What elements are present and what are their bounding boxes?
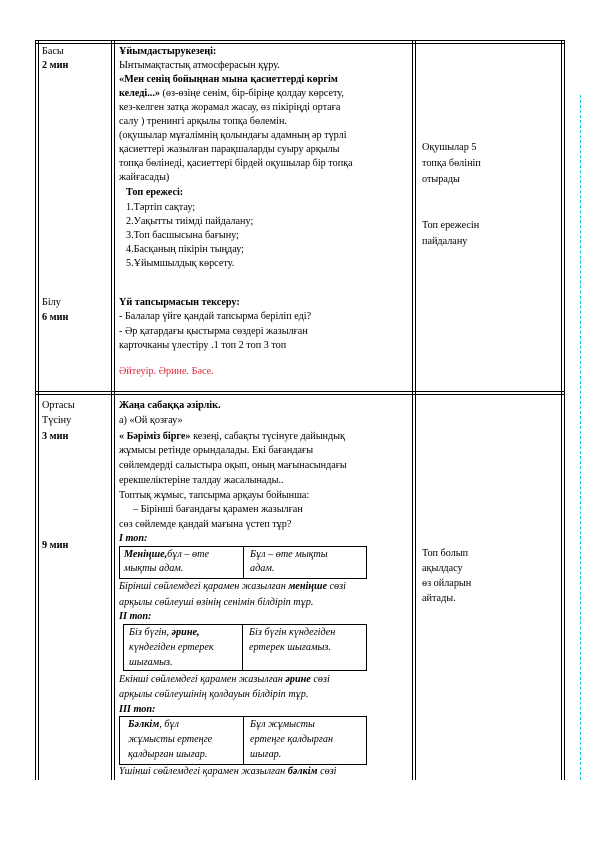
desc-line: сөйлемдерді салыстыра оқып, оның мағынасындағы [119, 460, 347, 471]
explanation-line [119, 765, 337, 779]
keyword: Бәлкім [128, 719, 160, 730]
keyword: әрине, [171, 627, 200, 638]
desc-line: сөз сөйлемде қандай мағына үстеп тұр? [119, 519, 292, 530]
note-line-3: топқа бөлінеді, қасиеттері бірдей оқушылар бір топқа [119, 158, 353, 169]
explanation-line [119, 580, 346, 594]
explanation-text: Бірінші сөйлемдегі қарамен жазылған [119, 581, 289, 592]
rule-item: 2.Уақытты тиімді пайдалану; [126, 216, 254, 227]
quote-bold: келеді...» [119, 88, 160, 99]
rule-item: 1.Тәртіп сақтау; [126, 202, 196, 213]
right-note: айтады. [422, 593, 456, 604]
right-sentence: адам. [250, 563, 275, 574]
phase2-time: 6 мин [42, 312, 69, 323]
left-sentence: шығамыз. [129, 657, 173, 668]
right-note: пайдалану [422, 236, 468, 247]
right-note: Топ ережесін [422, 220, 480, 231]
note-line-2: қасиеттері жазылған парақшаларды суыру арқылы [119, 144, 340, 155]
right-sentence: ертерек шығамыз. [249, 642, 331, 653]
table-right-border [561, 40, 565, 780]
group-title: I топ: [119, 533, 148, 544]
desc-line: жұмысы ретінде орындалады. Екі бағандағы [119, 445, 314, 456]
left-sentence: жұмысты ертеңге [128, 734, 213, 745]
homework-question: - Әр қатардағы қыстырма сөздері жазылған [119, 326, 308, 337]
quote-line-4: салу ) тренингі арқылы топқа бөлемін. [119, 116, 287, 127]
table-col-divider-1 [111, 40, 115, 780]
left-sentence: күндегіден ертерек [129, 642, 214, 653]
comparison-box [119, 716, 367, 765]
comparison-box [119, 546, 367, 579]
table-left-border [35, 40, 39, 780]
method-bold: « Бәріміз бірге» [119, 431, 191, 442]
right-note: ақылдасу [422, 563, 463, 574]
phase2-label: Білу [42, 297, 61, 308]
phase-time: 9 мин [42, 540, 69, 551]
right-sentence: Біз бүгін күндегіден [249, 627, 336, 638]
explanation-line [119, 673, 330, 687]
phase-label: Ортасы [42, 400, 75, 411]
desc-line: ерекшеліктеріне талдау жасалынады.. [119, 475, 284, 486]
right-note: өз ойларын [422, 578, 472, 589]
phase-time: 3 мин [42, 431, 69, 442]
explanation-text: сөзі [326, 581, 346, 592]
homework-question: карточканы үлестіру .1 топ 2 топ 3 топ [119, 340, 287, 351]
quote-rest: (өз-өзіңе сенім, бір-біріңе қолдау көрсету, [159, 88, 344, 99]
left-sentence [128, 718, 179, 732]
rules-title: Топ ережесі: [126, 187, 184, 198]
phase-sub: Түсіну [42, 415, 72, 426]
comparison-divider [243, 717, 244, 764]
left-sentence-rest: бұл – өте [167, 549, 209, 560]
desc-line: Топтық жұмыс, тапсырма арқауы бойынша: [119, 490, 310, 501]
group-title: III топ: [119, 704, 156, 715]
group-title: II топ: [119, 611, 152, 622]
right-sentence: ертеңге қалдырған [250, 734, 334, 745]
left-sentence: мықты адам. [124, 563, 184, 574]
rule-item: 3.Топ басшысына бағыну; [126, 230, 239, 241]
homework-title: Үй тапсырмасын тексеру: [119, 297, 240, 308]
quote-line-3: кез-келген затқа жорамал жасау, өз пікіріңді ортаға [119, 102, 341, 113]
right-note: Оқушылар 5 [422, 142, 477, 153]
page-margin-guide [580, 95, 581, 780]
left-sentence: қалдырған шығар. [128, 749, 208, 760]
right-sentence: Бұл жұмысты [250, 719, 315, 730]
explanation-text: сөзі [310, 674, 330, 685]
right-sentence: шығар. [250, 749, 282, 760]
task-a: а) «Ой қозғау» [119, 415, 183, 426]
explanation-line: арқылы сөйлеушінің қолдауын білдіріп тұр. [119, 689, 309, 700]
explanation-line: арқылы сөйлеуші өзінің сенімін білдіріп тұр. [119, 597, 314, 608]
keyword: әрине [285, 674, 311, 685]
comparison-divider [243, 547, 244, 578]
intro-line: Ынтымақтастық атмосферасын құру. [119, 60, 280, 71]
right-note: Топ болып [422, 548, 469, 559]
rule-item: 4.Басқаның пікірін тыңдау; [126, 244, 245, 255]
left-sentence [129, 626, 200, 640]
keyword: меніңше [288, 581, 327, 592]
explanation-text: сөзі [317, 766, 337, 777]
quote-line-2 [119, 87, 344, 101]
stage-title: Жаңа сабаққа әзірлік. [119, 400, 221, 411]
left-sentence-start: Біз бүгін, [129, 627, 172, 638]
note-line-4: жайғасады) [119, 172, 170, 183]
method-rest: кезеңі, сабақты түсінуге дайындық [190, 431, 345, 442]
phase-label: Басы [42, 46, 64, 57]
homework-question: - Балалар үйге қандай тапсырма берілiп едi? [119, 311, 312, 322]
explanation-text: Үшінші сөйлемдегі қарамен жазылған [119, 766, 288, 777]
quote-line-1: «Мен сенің бойыңнан мына қасиеттерді көргім [119, 74, 338, 85]
table-col-divider-2 [412, 40, 416, 780]
right-note: отырады [422, 174, 460, 185]
comparison-divider [242, 625, 243, 670]
comparison-box [123, 624, 367, 671]
method-line [119, 430, 345, 444]
left-sentence-rest: , бұл [159, 719, 179, 730]
stage-title: Ұйымдастырукезеңі: [119, 46, 217, 57]
keyword: бәлкім [287, 766, 318, 777]
explanation-text: Екінші сөйлемдегі қарамен жазылған [119, 674, 286, 685]
desc-line: – Бірінші бағандағы қарамен жазылған [133, 504, 303, 515]
keyword: Меніңше, [124, 549, 168, 560]
note-line-1: (оқушылар мұғалімнің қолындағы адамның әр түрлі [119, 130, 347, 141]
phase-time: 2 мин [42, 60, 69, 71]
right-sentence: Бұл – өте мықты [250, 549, 328, 560]
left-sentence [124, 548, 209, 562]
right-note: топқа бөлініп [422, 158, 481, 169]
red-words: Әйтеуір. Әрине. Бәсе. [119, 366, 214, 377]
rule-item: 5.Ұйымшылдық көрсету. [126, 258, 235, 269]
